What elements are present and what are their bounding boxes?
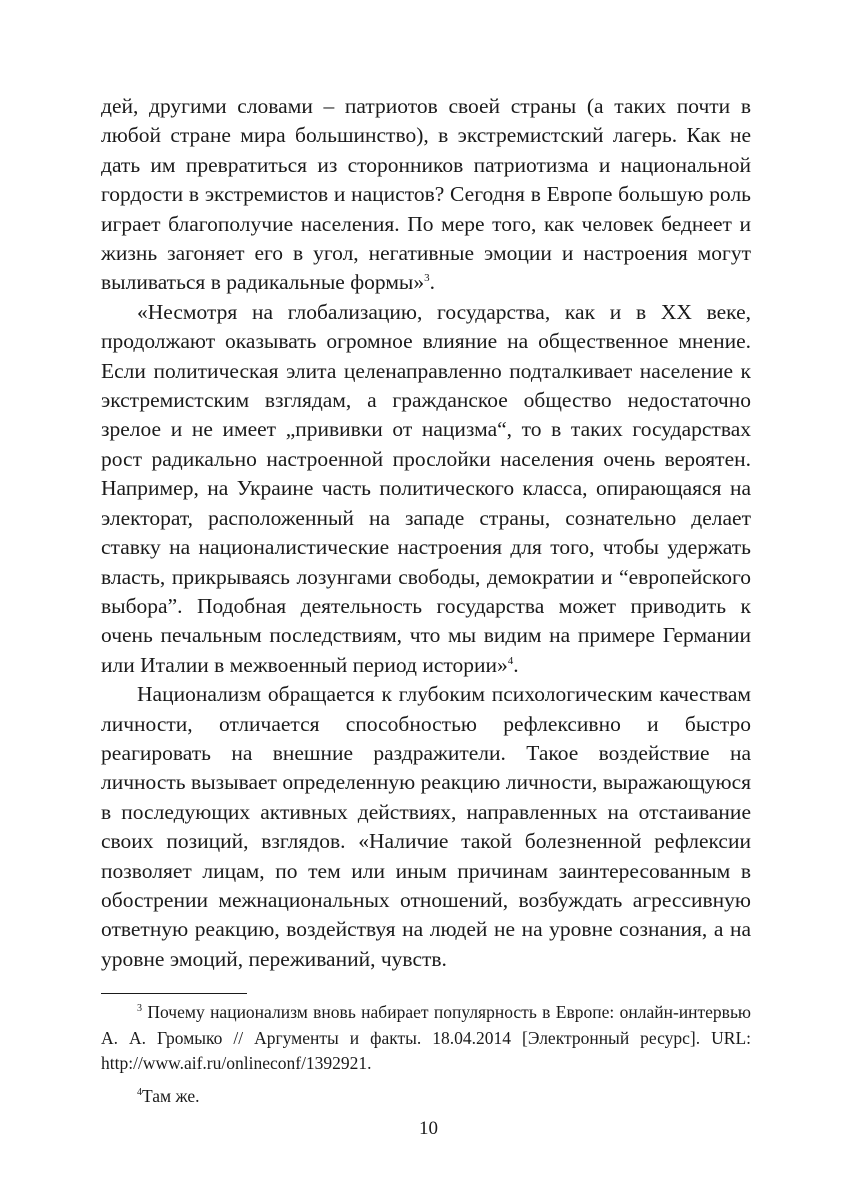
footnote-reference[interactable]: 3 bbox=[424, 272, 430, 285]
paragraph-text: Национализм обращается к глубоким психологическим качествам личности, отличается способностью рефлексивно и быстро реагировать на внешние раздражители. Такое воздействие на личность вызывает определенную реакцию личности, выражающуюся в последующих активных действиях, направленных на отстаивание своих позиций, взглядов. «Наличие такой болезненной рефлексии позволяет лицам, по тем или иным причинам заинтересованным в обострении межнациональных отношений, возбуждать агрессивную ответную реакцию, воздействуя на людей не на уровне сознания, а на уровне эмоций, переживаний, чувств. bbox=[101, 682, 751, 971]
footnote bbox=[101, 1084, 751, 1110]
footnote-text: Почему национализм вновь набирает популярность в Европе: онлайн-интервью А. А. Громыко // Аргументы и факты. 18.04.2014 [Электронный ресурс]. URL: http://www.aif.ru/onlineconf/1392921. bbox=[101, 1002, 752, 1073]
footnote-reference[interactable]: 4 bbox=[507, 654, 514, 667]
paragraph: «Несмотря на глобализацию, государства, как и в XX веке, продолжают оказывать огромное влияние на общественное мнение. Если политическая элита целенаправленно подталкивает население к экстремистским взглядам, а гражданское общество недостаточно зрелое и не имеет „прививки от нацизма“, то в таких государствах рост радикально настроенной прослойки населения очень вероятен. Например, на Украине часть политического класса, опирающаяся на электорат, расположенный на западе страны, сознательно делает ставку на националистические настроения для того, чтобы удержать власть, прикрываясь лозунгами свободы, демократии и “европейского выбора”. Подобная деятельность государства может приводить к очень печальным последствиям, что мы видим на примере Германии или Италии в межвоенный период истории»$^4$. bbox=[101, 299, 751, 677]
footnotes bbox=[101, 1000, 751, 1109]
paragraph-continued: дей, другими словами – патриотов своей страны (а таких почти в любой стране мира большинство), в экстремистский лагерь. Как не дать им превратиться из сторонников патриотизма и национальной гордости в экстремистов и нацистов? Сегодня в Европе большую роль играет благополучие населения. По мере того, как человек беднеет и жизнь загоняет его в угол, негативные эмоции и настроения могут выливаться в радикальные формы»$^3$. bbox=[101, 94, 751, 295]
footnote-mark: 4 bbox=[137, 1086, 142, 1098]
footnote-text: Там же. bbox=[142, 1085, 200, 1106]
footnote-mark: 3 bbox=[137, 1003, 142, 1015]
main-text bbox=[101, 92, 751, 974]
paragraph-text: дей, другими словами – патриотов своей страны (а таких почти в любой стране мира большинство), в экстремистский лагерь. Как не дать им превратиться из сторонников патриотизма и национальной гордости в экстремистов и нацистов? Сегодня в Европе большую роль играет благополучие населения. По мере того, как человек беднеет и жизнь загоняет его в угол, негативные эмоции и настроения могут выливаться в радикальные формы» bbox=[101, 94, 751, 295]
footnote-divider bbox=[101, 993, 247, 994]
paragraph bbox=[101, 680, 751, 974]
page-number: 10 bbox=[419, 1118, 438, 1139]
footnote bbox=[101, 1000, 751, 1077]
paragraph-text: «Несмотря на глобализацию, государства, как и в XX веке, продолжают оказывать огромное влияние на общественное мнение. Если политическая элита целенаправленно подталкивает население к экстремистским взглядам, а гражданское общество недостаточно зрелое и не имеет „прививки от нацизма“, то в таких государствах рост радикально настроенной прослойки населения очень вероятен. Например, на Украине часть политического класса, опирающаяся на электорат, расположенный на западе страны, сознательно делает ставку на националистические настроения для того, чтобы удержать власть, прикрываясь лозунгами свободы, демократии и “европейского выбора”. Подобная деятельность государства может приводить к очень печальным последствиям, что мы видим на примере Германии или Италии в межвоенный период истории» bbox=[101, 299, 751, 677]
